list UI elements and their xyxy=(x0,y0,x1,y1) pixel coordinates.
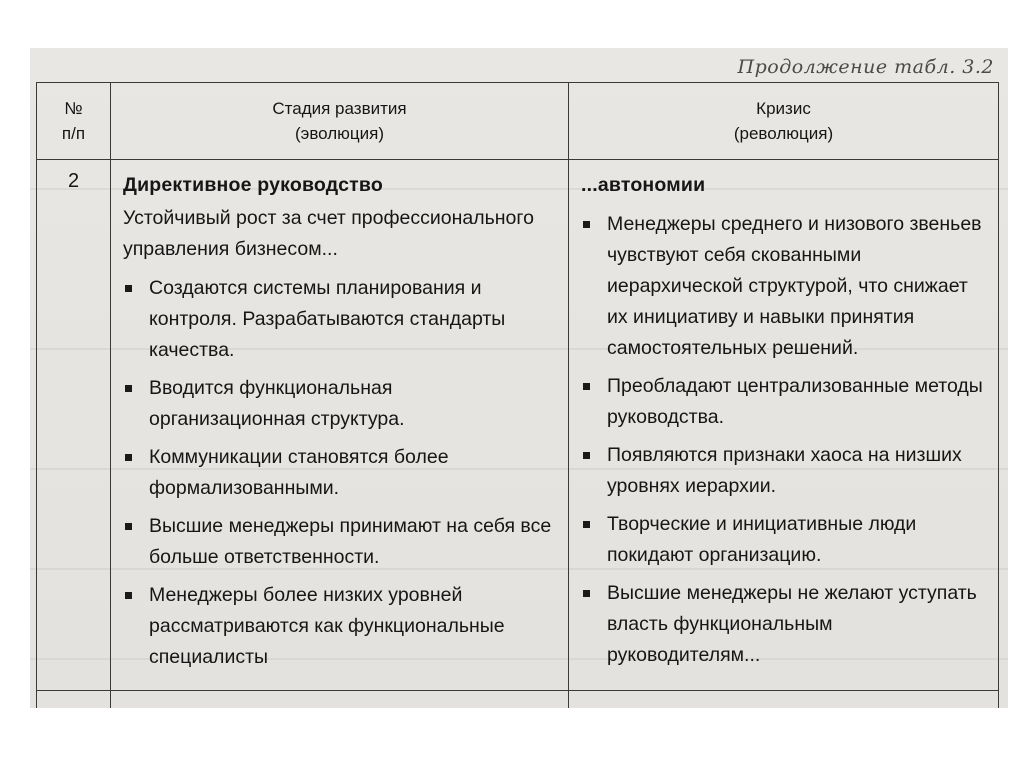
bullet-icon xyxy=(583,590,590,597)
crisis-cell xyxy=(569,160,999,691)
list-item xyxy=(123,273,554,366)
list-item xyxy=(581,440,984,502)
list-item xyxy=(581,371,984,433)
list-item xyxy=(123,442,554,504)
stage-list xyxy=(123,273,554,673)
list-item xyxy=(581,578,984,671)
continuation-label: Продолжение табл. 3.2 xyxy=(737,56,994,78)
list-item xyxy=(581,209,984,364)
stage-title: Директивное руководство xyxy=(123,174,383,196)
bullet-icon xyxy=(583,521,590,528)
bullet-icon xyxy=(125,454,132,461)
header-crisis-line-1: Кризис xyxy=(756,99,811,118)
header-num-line-2: п/п xyxy=(61,124,86,143)
row-number: 2 xyxy=(37,160,111,691)
header-num xyxy=(37,83,111,160)
bullet-icon xyxy=(125,385,132,392)
bullet-icon xyxy=(583,221,590,228)
header-crisis-line-2: (революция) xyxy=(733,124,834,143)
list-item-text: Появляются признаки хаоса на низших уровнях иерархии. xyxy=(607,444,962,497)
bullet-icon xyxy=(125,592,132,599)
list-item-text: Коммуникации становятся более формализованными. xyxy=(149,446,449,499)
header-stage xyxy=(111,83,569,160)
stage-intro: Устойчивый рост за счет профессионального управления бизнесом... xyxy=(123,207,534,260)
list-item-text: Высшие менеджеры не желают уступать власть функциональным руководителям... xyxy=(607,582,977,666)
list-item-text: Менеджеры более низких уровней рассматриваются как функциональные специалисты xyxy=(149,584,505,668)
stub-cell xyxy=(37,691,111,709)
stub-cell xyxy=(111,691,569,709)
bullet-icon xyxy=(125,285,132,292)
list-item xyxy=(123,580,554,673)
header-crisis xyxy=(569,83,999,160)
crisis-title: ...автономии xyxy=(581,174,706,196)
list-item-text: Создаются системы планирования и контроля. Разрабатываются стандарты качества. xyxy=(149,277,506,361)
stage-cell xyxy=(111,160,569,691)
list-item xyxy=(123,373,554,435)
header-num-line-1: № xyxy=(64,99,83,118)
list-item-text: Менеджеры среднего и низового звеньев чувствуют себя скованными иерархической структурой, что снижает их инициативу и навыки принятия самостоятельных решений. xyxy=(607,213,982,359)
list-item xyxy=(123,511,554,573)
stages-table xyxy=(36,82,999,708)
table-row xyxy=(37,160,999,691)
bullet-icon xyxy=(583,452,590,459)
header-row xyxy=(37,83,999,160)
list-item xyxy=(581,509,984,571)
crisis-list xyxy=(581,209,984,671)
stub-cell xyxy=(569,691,999,709)
next-row-stub xyxy=(37,691,999,709)
list-item-text: Творческие и инициативные люди покидают организацию. xyxy=(607,513,917,566)
list-item-text: Преобладают централизованные методы руководства. xyxy=(607,375,983,428)
bullet-icon xyxy=(125,523,132,530)
header-stage-line-1: Стадия развития xyxy=(272,99,407,118)
bullet-icon xyxy=(583,383,590,390)
scanned-page xyxy=(30,48,1008,708)
header-stage-line-2: (эволюция) xyxy=(294,124,385,143)
list-item-text: Высшие менеджеры принимают на себя все больше ответственности. xyxy=(149,515,552,568)
list-item-text: Вводится функциональная организационная структура. xyxy=(149,377,405,430)
